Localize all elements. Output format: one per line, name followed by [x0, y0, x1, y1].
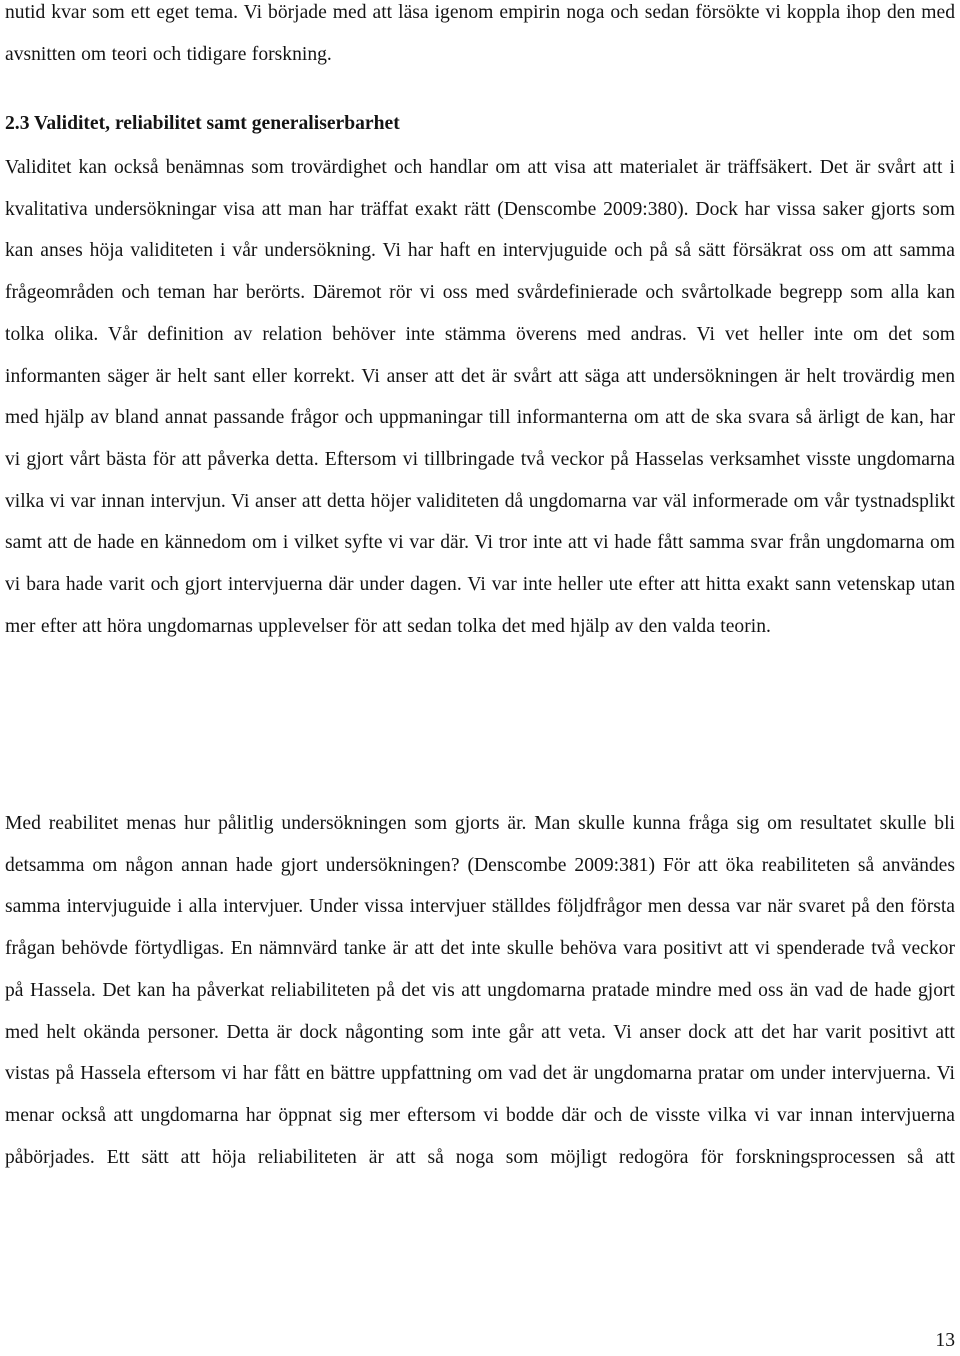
intro-paragraph: nutid kvar som ett eget tema. Vi började med att läsa igenom empirin noga och sedan försökte vi koppla ihop den med avsnitten om teori och tidigare forskning. — [5, 2, 955, 65]
page-number: 13 — [935, 1330, 955, 1351]
reliability-paragraph: Med reabilitet menas hur pålitlig undersökningen som gjorts är. Man skulle kunna fråga sig om resultatet skulle bli detsamma om någon annan hade gjort undersökningen? (Denscombe 2009:381) För att öka reabiliteten så användes samma intervjuguide i alla intervjuer. Under vissa intervjuer ställdes följdfrågor men dessa var när svaret på den första frågan behövde förtydligas. En nämnvärd tanke är att det inte skulle behöva vara positivt att vi spenderade två veckor på Hassela. Det kan ha påverkat reliabiliteten på det vis att ungdomarna pratade mindre med oss än vad de hade gjort med helt okända personer. Detta är dock någonting som inte går att veta. Vi anser dock att det har varit positivt att vistas på Hassela eftersom vi har fått en bättre uppfattning om vad det är ungdomarna pratar om under intervjuerna. Vi menar också att ungdomarna har öppnat sig mer eftersom vi bodde där och de visste vilka vi var innan intervjuerna påbörjades. Ett sätt att höja reliabiliteten är att så noga som möjligt redogöra för forskningsprocessen så att — [5, 813, 955, 1168]
section-heading: 2.3 Validitet, reliabilitet samt generaliserbarhet — [5, 113, 400, 134]
validity-paragraph: Validitet kan också benämnas som trovärdighet och handlar om att visa att materialet är träffsäkert. Det är svårt att i kvalitativa undersökningar visa att man har träffat exakt rätt (Denscombe 2009:380). Dock har vissa saker gjorts som kan anses höja validiteten i vår undersökning. Vi har haft en intervjuguide och på så sätt försäkrat oss om att samma frågeområden och teman har berörts. Däremot rör vi oss med svårdefinierade och svårtolkade begrepp som alla kan tolka olika. Vår definition av relation behöver inte stämma överens med andras. Vi vet heller inte om det som informanten säger är helt sant eller korrekt. Vi anser att det är svårt att säga att undersökningen är helt trovärdig men med hjälp av bland annat passande frågor och uppmaningar till informanterna om att de ska svara så ärligt de kan, har vi gjort vårt bästa för att påverka detta. Eftersom vi tillbringade två veckor på Hasselas verksamhet visste ungdomarna vilka vi var innan intervjun. Vi anser att detta höjer validiteten då ungdomarna var väl informerade om vår tystnadsplikt samt att de hade en kännedom om i vilket syfte vi var där. Vi tror inte att vi hade fått samma svar från ungdomarna om vi bara hade varit och gjort intervjuerna där under dagen. Vi var inte heller ute efter att hitta exakt sann vetenskap utan mer efter att höra ungdomarnas upplevelser för att sedan tolka det med hjälp av den valda teorin. — [5, 157, 955, 637]
